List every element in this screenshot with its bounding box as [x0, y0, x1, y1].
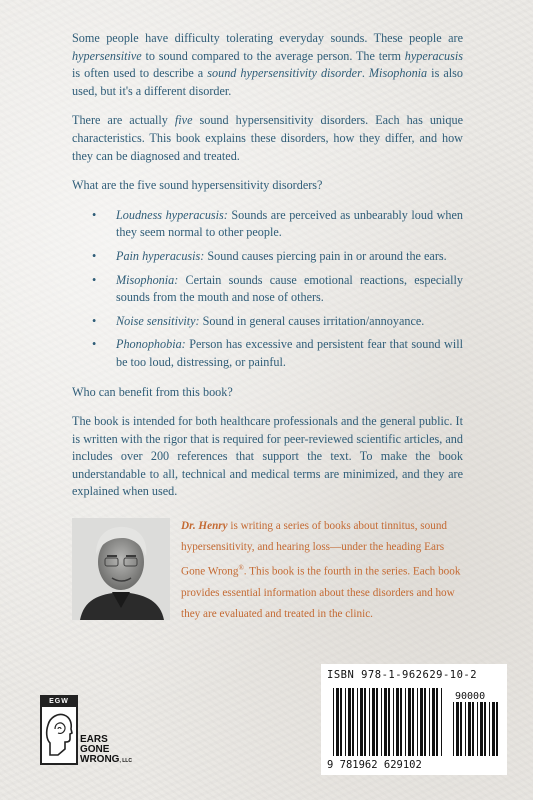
barcode-bar — [360, 688, 363, 756]
list-item — [92, 272, 463, 307]
text-run: to sound compared to the average person. The term — [141, 48, 405, 63]
barcode-bar — [456, 702, 459, 756]
barcode-bar — [453, 702, 454, 756]
barcode-bar — [352, 688, 354, 756]
author-name: Dr. Henry — [181, 520, 228, 532]
disorder-term: Noise sensitivity: — [116, 313, 200, 328]
barcode-bar — [420, 688, 423, 756]
barcode-bar — [412, 688, 414, 756]
list-item — [92, 207, 463, 242]
barcode-bar — [340, 688, 342, 756]
barcode-bar — [348, 688, 351, 756]
barcode-bar — [372, 688, 375, 756]
addon-bars — [453, 702, 498, 756]
emphasis: hypersensitive — [72, 48, 142, 63]
barcode-bar — [417, 688, 418, 756]
disorder-description: Sounds are perceived as unbearably loud when they seem normal to other people. — [116, 207, 464, 240]
logo-badge-text: EGW — [42, 697, 76, 707]
barcode-bar — [345, 688, 346, 756]
disorder-term: Phonophobia: — [116, 337, 186, 352]
barcode-bar — [396, 688, 399, 756]
bullet: • — [92, 248, 97, 263]
intro-paragraph-1 — [72, 30, 463, 100]
logo-badge — [40, 695, 78, 765]
logo-line: EARS — [80, 734, 108, 745]
text-run: sound hypersensitivity disorders. Each has unique characteristics. This book explains these disorders, how they differ, and how they can be diagnosed and treated. — [72, 113, 463, 163]
disorder-description: Sound in general causes irritation/annoyance. — [199, 313, 425, 328]
barcode-bar — [496, 702, 498, 756]
barcode-bar — [429, 688, 430, 756]
barcode-bar — [480, 702, 483, 756]
barcode-bar — [381, 688, 382, 756]
barcode-bar — [336, 688, 339, 756]
emphasis: five — [174, 113, 193, 128]
logo-suffix: , LLC — [119, 758, 132, 764]
barcode-bar — [388, 688, 390, 756]
barcode-bar — [376, 688, 378, 756]
disorder-term: Loudness hyperacusis: — [116, 207, 228, 222]
disorder-description: Person has excessive and persistent fear that sound will be too loud, distressing, or painful. — [116, 337, 463, 369]
disorder-list — [72, 207, 463, 372]
barcode-bar — [468, 702, 471, 756]
text-run: Some people have difficulty tolerating everyday sounds. These people are — [72, 31, 463, 45]
bullet: • — [92, 207, 97, 222]
barcode-bar — [405, 688, 406, 756]
barcode-bar — [489, 702, 490, 756]
disorder-description: Sound causes piercing pain in or around the ears. — [204, 248, 447, 263]
logo-line: WRONG — [80, 754, 120, 765]
trademark: ® — [238, 564, 244, 572]
emphasis: Misophonia — [368, 66, 428, 81]
publisher-logo — [40, 695, 150, 775]
barcode-bar — [333, 688, 334, 756]
disorder-term: Pain hyperacusis: — [116, 248, 205, 263]
barcode-bar — [369, 688, 370, 756]
barcode-bar — [484, 702, 486, 756]
barcode-bar — [441, 688, 442, 756]
barcode-bar — [357, 688, 358, 756]
emphasis: hyperacusis — [404, 48, 463, 63]
bio-text: is writing a series of books about tinnitus, sound hypersensitivity, and hearing loss—under the heading Ears Gone Wrong — [181, 520, 448, 578]
barcode-bar — [436, 688, 438, 756]
list-item — [92, 248, 463, 266]
isbn-barcode — [321, 664, 507, 775]
disorder-term: Misophonia: — [116, 272, 179, 287]
list-item — [92, 313, 463, 331]
barcode-bar — [492, 702, 495, 756]
barcode-bar — [432, 688, 435, 756]
author-portrait-image — [72, 518, 170, 620]
barcode-bar — [393, 688, 394, 756]
question-disorders: What are the five sound hypersensitivity disorders? — [72, 178, 323, 193]
list-item — [92, 336, 463, 371]
barcode-bar — [408, 688, 411, 756]
text-run: . — [361, 66, 369, 81]
bullet: • — [92, 272, 97, 287]
barcode-bar — [424, 688, 426, 756]
barcode-bar — [384, 688, 387, 756]
disorder-description: Certain sounds cause emotional reactions, especially sounds from the mouth and nose of others. — [116, 272, 463, 305]
logo-line: GONE — [80, 744, 110, 755]
question-audience: Who can benefit from this book? — [72, 384, 233, 399]
barcode-bar — [465, 702, 466, 756]
isbn-label: ISBN 978-1-962629-10-2 — [327, 669, 478, 681]
ean-bars — [333, 688, 442, 756]
text-run: is also used, but it's a different disorder. — [72, 66, 463, 98]
ean-digits: 9 781962 629102 — [327, 759, 422, 771]
barcode-bar — [400, 688, 402, 756]
barcode-bar — [477, 702, 478, 756]
audience-paragraph: The book is intended for both healthcare professionals and the general public. It is written with the rigor that is required for peer-reviewed scientific articles, and includes over 200 references that support the text. To make the book understandable to all, technical and medical terms are minimized, and they are explained when used. — [72, 414, 463, 499]
head-profile-icon — [44, 709, 74, 759]
text-run: is often used to describe a — [72, 66, 208, 81]
barcode-bar — [460, 702, 462, 756]
bullet: • — [92, 337, 97, 352]
barcode-bar — [472, 702, 474, 756]
author-photo — [72, 518, 170, 620]
bio-text-2: . This book is the fourth in the series. Each book provides essential information about these disorders and how they are evaluated and treated in the clinic. — [181, 565, 461, 620]
author-bio — [181, 516, 471, 625]
barcode-graphic — [325, 684, 503, 772]
emphasis: sound hypersensitivity disorder — [207, 66, 362, 81]
intro-paragraph-2 — [72, 112, 463, 165]
barcode-bar — [364, 688, 366, 756]
author-block — [72, 518, 472, 626]
bullet: • — [92, 313, 97, 328]
addon-digits: 90000 — [455, 691, 486, 702]
text-run: There are actually — [72, 113, 175, 128]
logo-wordmark — [80, 735, 132, 766]
back-cover-text — [72, 30, 463, 513]
